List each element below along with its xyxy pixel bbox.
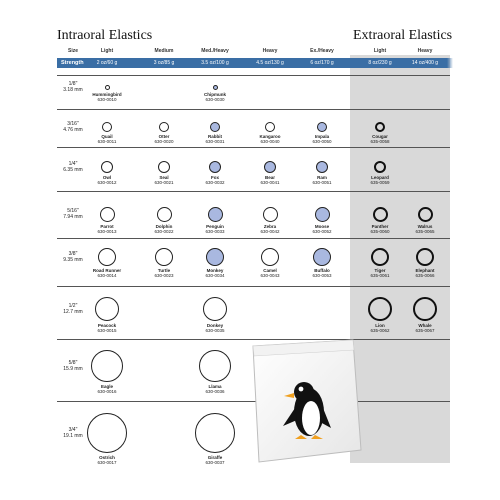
- size-inch: 1/2": [68, 303, 78, 309]
- elastic-code: 630-0050: [312, 139, 332, 144]
- elastic-name: Peacock: [97, 323, 117, 328]
- elastic-code: 630-0021: [154, 180, 174, 185]
- elastic-ring-icon: [159, 122, 169, 132]
- elastic-code: 635-0061: [370, 273, 390, 278]
- elastic-ring-icon: [313, 248, 331, 266]
- elastic-name: Hummingbird: [92, 91, 122, 97]
- size-mm: 7.94 mm: [63, 214, 83, 220]
- elastic-name: Rabbit: [208, 134, 222, 139]
- elastic-name: Monkey: [206, 268, 224, 273]
- elastic-ring-icon: [374, 161, 386, 173]
- elastic-name: Otter: [158, 134, 170, 139]
- size-inch: 1/4": [68, 161, 78, 167]
- elastic-ring-icon: [101, 161, 113, 173]
- elastic-code: 630-0014: [97, 273, 117, 278]
- elastic-ring-icon: [195, 413, 235, 453]
- elastic-code: 630-0022: [154, 228, 174, 234]
- elastic-ring-icon: [213, 85, 218, 90]
- elastic-name: Walrus: [417, 223, 433, 229]
- row-divider: [57, 75, 450, 76]
- elastic-ring-icon: [368, 297, 392, 321]
- size-label: [58, 251, 88, 263]
- elastic-code: 630-0036: [205, 389, 225, 394]
- elastic-code: 630-0020: [154, 139, 174, 144]
- elastic-code: 630-0034: [205, 273, 225, 278]
- elastic-code: 635-0062: [370, 328, 390, 333]
- elastic-name: Kangaroo: [259, 134, 281, 139]
- elastic-ring-icon: [317, 122, 327, 132]
- elastic-ring-icon: [265, 122, 275, 132]
- elastic-name: Eagle: [100, 384, 113, 389]
- size-inch: 1/8": [68, 81, 78, 87]
- elastic-name: Ram: [317, 175, 327, 180]
- elastic-name: Turtle: [157, 268, 171, 273]
- row-divider: [57, 286, 450, 287]
- elastic-ring-icon: [105, 85, 110, 90]
- elastic-name: Parrot: [100, 223, 114, 229]
- elastic-ring-icon: [209, 161, 221, 173]
- size-mm: 15.9 mm: [63, 366, 83, 372]
- elastic-code: 630-0030: [205, 96, 225, 102]
- elastic-code: 630-0042: [260, 228, 280, 234]
- elastic-code: 630-0037: [205, 460, 225, 465]
- size-mm: 19.1 mm: [63, 433, 83, 439]
- elastic-code: 635-0058: [370, 139, 390, 144]
- elastic-ring-icon: [416, 248, 434, 266]
- elastic-ring-icon: [206, 248, 224, 266]
- elastic-ring-icon: [203, 297, 227, 321]
- elastic-code: 630-0035: [205, 328, 225, 333]
- elastic-code: 630-0031: [205, 139, 225, 144]
- strength-ex-heavy: 6 oz/170 g: [310, 60, 334, 66]
- strength-light-extraoral: 8 oz/230 g: [368, 60, 392, 66]
- header-medium: Medium: [154, 48, 174, 54]
- elastic-name: Tiger: [374, 268, 386, 273]
- size-header: Size: [67, 48, 78, 54]
- elastic-name: Ostrich: [99, 455, 115, 460]
- elastic-name: Dolphin: [155, 223, 173, 229]
- elastic-name: Bear: [264, 175, 275, 180]
- elastic-ring-icon: [208, 207, 223, 222]
- elastic-name: Penguin: [206, 223, 224, 229]
- elastic-name: Camel: [263, 268, 277, 273]
- elastic-code: 630-0053: [312, 273, 332, 278]
- elastic-ring-icon: [413, 297, 437, 321]
- elastic-name: Owl: [102, 175, 112, 180]
- elastic-name: Buffalo: [314, 268, 330, 273]
- penguin-bag-icon: [243, 338, 363, 464]
- elastic-ring-icon: [100, 207, 115, 222]
- elastic-ring-icon: [98, 248, 116, 266]
- elastic-code: 635-0059: [370, 180, 390, 185]
- elastic-name: Road Runner: [92, 268, 122, 273]
- strength-medium: 3 oz/85 g: [153, 60, 175, 66]
- elastic-name: Elephant: [415, 268, 435, 273]
- elastic-code: 635-0065: [415, 228, 435, 234]
- elastic-ring-icon: [102, 122, 112, 132]
- size-mm: 4.76 mm: [63, 127, 83, 133]
- elastic-ring-icon: [264, 161, 276, 173]
- header-heavy-extraoral: Heavy: [417, 48, 433, 54]
- elastic-name: Chipmunk: [204, 91, 226, 97]
- elastic-name: Impala: [314, 134, 330, 139]
- elastic-code: 630-0016: [97, 389, 117, 394]
- size-inch: 3/16": [67, 121, 79, 127]
- elastic-ring-icon: [316, 161, 328, 173]
- elastic-code: 635-0066: [415, 273, 435, 278]
- strength-med-heavy: 3.5 oz/100 g: [201, 60, 229, 66]
- elastic-ring-icon: [375, 122, 385, 132]
- size-label: [58, 427, 88, 439]
- size-mm: 12.7 mm: [63, 309, 83, 315]
- elastic-ring-icon: [315, 207, 330, 222]
- elastic-code: 630-0052: [312, 228, 332, 234]
- elastic-code: 630-0013: [97, 228, 117, 234]
- size-inch: 5/16": [67, 208, 79, 214]
- intraoral-title: Intraoral Elastics: [57, 28, 153, 43]
- elastic-code: 630-0010: [97, 96, 117, 102]
- row-divider: [57, 147, 450, 148]
- header-ex-heavy: Ex./Heavy: [310, 48, 334, 54]
- elastic-name: Whale: [418, 323, 432, 328]
- elastic-code: 630-0011: [97, 139, 117, 144]
- elastic-code: 630-0051: [312, 180, 332, 185]
- size-mm: 6.35 mm: [63, 167, 83, 173]
- size-inch: 3/8": [68, 251, 78, 257]
- size-label: [58, 303, 88, 315]
- elastic-ring-icon: [263, 207, 278, 222]
- extraoral-title: Extraoral Elastics: [353, 28, 453, 43]
- elastic-ring-icon: [418, 207, 433, 222]
- row-divider: [57, 238, 450, 239]
- size-label: [58, 208, 88, 220]
- elastic-name: Giraffe: [207, 455, 223, 460]
- elastic-ring-icon: [261, 248, 279, 266]
- header-light-intraoral: Light: [100, 48, 114, 54]
- elastic-code: 635-0067: [415, 328, 435, 333]
- size-label: [58, 121, 88, 133]
- elastic-code: 630-0032: [205, 180, 225, 185]
- elastic-ring-icon: [158, 161, 170, 173]
- elastic-code: 630-0015: [97, 328, 117, 333]
- elastic-ring-icon: [373, 207, 388, 222]
- header-light-extraoral: Light: [373, 48, 387, 54]
- elastic-code: 635-0060: [370, 228, 390, 234]
- size-mm: 3.18 mm: [63, 87, 83, 93]
- elastic-code: 630-0017: [97, 460, 117, 465]
- size-label: [58, 161, 88, 173]
- elastic-name: Lion: [375, 323, 385, 328]
- elastic-name: Seal: [159, 175, 169, 180]
- row-divider: [57, 109, 450, 110]
- elastic-code: 630-0012: [97, 180, 117, 185]
- elastic-code: 630-0023: [154, 273, 174, 278]
- elastic-name: Moose: [314, 223, 330, 229]
- strength-heavy-extraoral: 14 oz/400 g: [411, 60, 439, 66]
- header-heavy: Heavy: [262, 48, 278, 54]
- elastic-name: Cougar: [372, 134, 388, 139]
- elastic-code: 630-0043: [260, 273, 280, 278]
- elastic-ring-icon: [87, 413, 127, 453]
- elastic-name: Llama: [208, 384, 222, 389]
- strength-heavy: 4.5 oz/130 g: [256, 60, 284, 66]
- elastic-name: Fox: [210, 175, 219, 180]
- strength-label: Strength: [61, 60, 84, 66]
- elastic-code: 630-0041: [260, 180, 280, 185]
- elastic-ring-icon: [199, 350, 231, 382]
- size-inch: 5/8": [68, 360, 78, 366]
- elastic-name: Panther: [371, 223, 389, 229]
- elastic-name: Zebra: [263, 223, 277, 229]
- size-inch: 3/4": [68, 427, 78, 433]
- elastic-name: Quail: [101, 134, 113, 139]
- elastic-ring-icon: [95, 297, 119, 321]
- elastic-ring-icon: [157, 207, 172, 222]
- elastic-name: Donkey: [206, 323, 224, 328]
- header-med-heavy: Med./Heavy: [201, 48, 229, 54]
- size-label: [58, 360, 88, 372]
- elastic-code: 630-0040: [260, 139, 280, 144]
- elastic-code: 630-0033: [205, 228, 225, 234]
- row-divider: [57, 191, 450, 192]
- elastic-name: Leopard: [371, 175, 389, 180]
- strength-light-intraoral: 2 oz/60 g: [96, 60, 118, 66]
- elastic-ring-icon: [210, 122, 220, 132]
- elastic-ring-icon: [155, 248, 173, 266]
- size-mm: 9.35 mm: [63, 257, 83, 263]
- elastic-ring-icon: [91, 350, 123, 382]
- elastic-ring-icon: [371, 248, 389, 266]
